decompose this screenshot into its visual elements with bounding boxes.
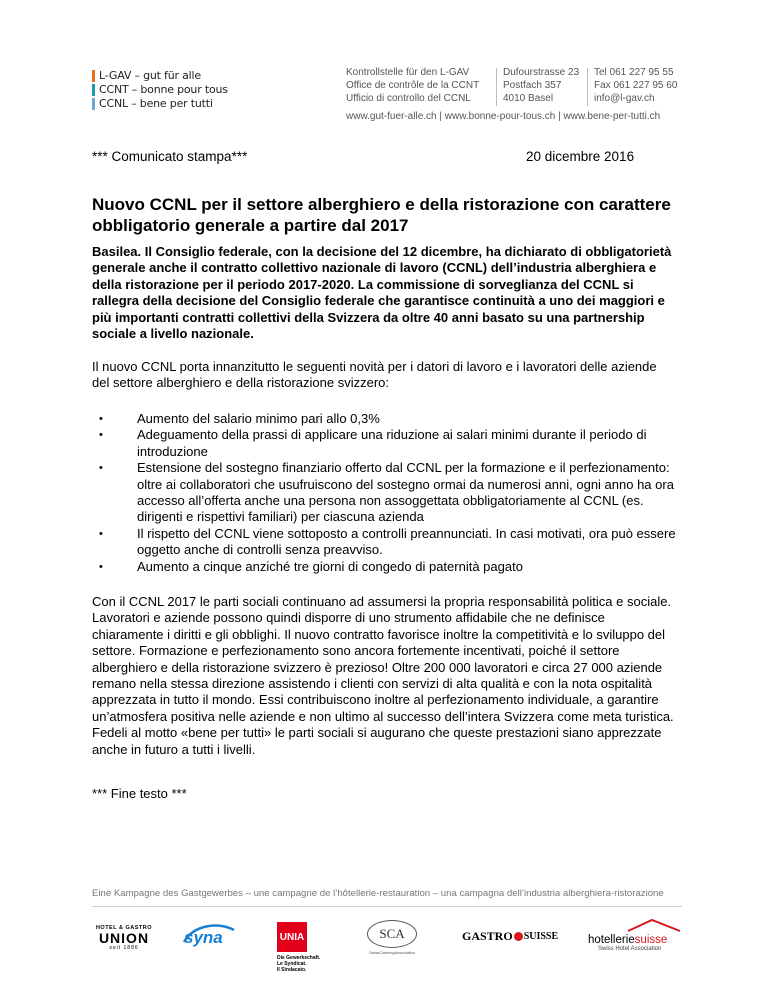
- sca-logo-sub: SwissCateringAssociation: [368, 950, 416, 955]
- gastrosuisse-logo: [462, 929, 558, 944]
- brand-bar-blue: [92, 98, 95, 110]
- unia-logo-box: UNIA: [277, 922, 307, 952]
- hotelleriesuisse-logo: [588, 918, 684, 952]
- union-logo-sub: seit 1886: [109, 945, 139, 951]
- address-column: [503, 66, 579, 105]
- fax-number: Fax 061 227 95 60: [594, 80, 678, 91]
- campaign-note: Eine Kampagne des Gastgewerbes – une campagne de l’hôtellerie-restauration – una campagna dell’industria alberghiera-ristorazione: [92, 888, 664, 899]
- contact-divider: [587, 68, 588, 106]
- body-paragraph: Con il CCNL 2017 le parti sociali continuano ad assumersi la propria responsabilità politica e sociale. Lavoratori e aziende possono quindi disporre di uno strumento affidabile che ne definisce chiaramente i diritti e gli obblighi. Il nuovo contratto favorisce inoltre la competitività e lo sviluppo del settore. Formazione e perfezionamento sono ancora fortemente incentivati, poiché il settore alberghiero e della ristorazione svizzero è prezioso! Oltre 200 000 lavoratori e circa 27 000 aziende remano nella stessa direzione assistendo i clienti con servizi di alta qualità e con la nota ospitalità apprezzata in tutto il mondo. Essi contribuiscono inoltre al perfezionamento individuale, a garantire un’atmosfera positiva nelle aziende e non ultimo al successo dell’intera Svizzera come meta turistica. Fedeli al motto «bene per tutti» le parti sociali si augurano che queste prestazioni siano apprezzate anche in futuro a tutti i livelli.: [92, 594, 674, 757]
- unia-tagline-de: Die Gewerkschaft.: [277, 955, 321, 961]
- union-logo: [92, 925, 156, 951]
- union-logo-main: UNION: [98, 930, 150, 946]
- headline: Nuovo CCNL per il settore alberghiero e della ristorazione con carattere obbligatorio generale a partire dal 2017: [92, 195, 671, 235]
- brand-text-ccnl: CCNL – bene per tutti: [99, 97, 213, 110]
- brand-bar-teal: [92, 84, 95, 96]
- hotellerie-logo-sub: Swiss Hotel Association: [598, 946, 662, 952]
- press-release-date: 20 dicembre 2016: [526, 149, 635, 164]
- footer-divider: [92, 906, 682, 907]
- roof-icon: [588, 918, 684, 932]
- list-item: • Il rispetto del CCNL viene sottoposto a controlli preannunciati. In casi motivati, ora può essere oggetto anche di controlli senza preavviso.: [92, 526, 676, 559]
- brand-text-ccnt: CCNT – bonne pour tous: [99, 83, 228, 96]
- website-links[interactable]: www.gut-fuer-alle.ch | www.bonne-pour-tous.ch | www.bene-per-tutti.ch: [346, 111, 661, 122]
- hotellerie-logo-b: suisse: [634, 934, 668, 946]
- gastro-logo-right: SUISSE: [523, 931, 559, 942]
- press-release-label: *** Comunicato stampa***: [92, 149, 248, 164]
- office-line-it: Ufficio di controllo del CCNL: [346, 93, 471, 104]
- phone-number: Tel 061 227 95 55: [594, 67, 674, 78]
- list-item: • Aumento del salario minimo pari allo 0,3%: [92, 411, 676, 427]
- address-city: 4010 Basel: [503, 93, 554, 104]
- syna-logo-text: syna: [184, 928, 223, 947]
- end-of-text: *** Fine testo ***: [92, 786, 187, 801]
- email-link[interactable]: info@l-gav.ch: [594, 93, 655, 104]
- gastro-logo-left: GASTRO: [462, 929, 513, 943]
- brand-line-lgav: [92, 69, 228, 82]
- brand-line-ccnt: [92, 83, 228, 96]
- novelties-list: [92, 411, 676, 575]
- hotellerie-logo-a: hotellerie: [588, 934, 635, 946]
- list-item: • Adeguamento della prassi di applicare una riduzione ai salari minimi durante il periodo di introduzione: [92, 427, 676, 460]
- brand-text-lgav: L-GAV – gut für alle: [99, 69, 201, 82]
- office-line-fr: Office de contrôle de la CCNT: [346, 80, 480, 91]
- list-item: • Aumento a cinque anziché tre giorni di congedo di paternità pagato: [92, 559, 676, 575]
- lead-paragraph: Basilea. Il Consiglio federale, con la decisione del 12 dicembre, ha dichiarato di obbligatorietà generale anche il contratto collettivo nazionale di lavoro (CCNL) dell’industria alberghiera e della ristorazione per il periodo 2017-2020. La commissione di sorveglianza del CCNL si rallegra della decisione del Consiglio federale che garantisce continuità a uno dei maggiori e più importanti contratti collettivi della Svizzera da oltre 40 anni basato su una partnership sociale a livello nazionale.: [92, 244, 672, 342]
- phone-column: [594, 66, 677, 105]
- intro-paragraph: Il nuovo CCNL porta innanzitutto le seguenti novità per i datori di lavoro e i lavoratori delle aziende del settore alberghiero e della ristorazione svizzero:: [92, 359, 657, 391]
- contact-divider: [496, 68, 497, 106]
- swiss-cross-icon: [514, 932, 523, 941]
- hotellerie-logo-main: [588, 934, 684, 946]
- list-item: • Estensione del sostegno finanziario offerto dal CCNL per la formazione e il perfezionamento: oltre ai collaboratori che usufruiscono del sostegno ormai da numerosi anni, ogni anno ha ora accesso all’offerta anche una persona non assoggettata obbligatoriamente al CCNL (es. dirigenti e rispettivi familiari) per ciascuna azienda: [92, 460, 676, 526]
- office-column: [346, 66, 479, 105]
- unia-tagline-fr: Le Syndicat.: [277, 961, 307, 967]
- unia-logo: [277, 922, 347, 973]
- address-street: Dufourstrasse 23: [503, 67, 580, 78]
- brand-bar-orange: [92, 70, 95, 82]
- sca-logo-oval: SCA: [367, 920, 417, 948]
- sca-logo: [362, 920, 422, 955]
- unia-tagline-it: Il Sindacato.: [277, 967, 307, 973]
- syna-logo: [180, 920, 238, 950]
- brand-block: [92, 69, 228, 111]
- office-line-de: Kontrollstelle für den L-GAV: [346, 67, 470, 78]
- union-logo-top: HOTEL & GASTRO: [95, 925, 153, 931]
- address-postbox: Postfach 357: [503, 80, 562, 91]
- brand-line-ccnl: [92, 97, 228, 110]
